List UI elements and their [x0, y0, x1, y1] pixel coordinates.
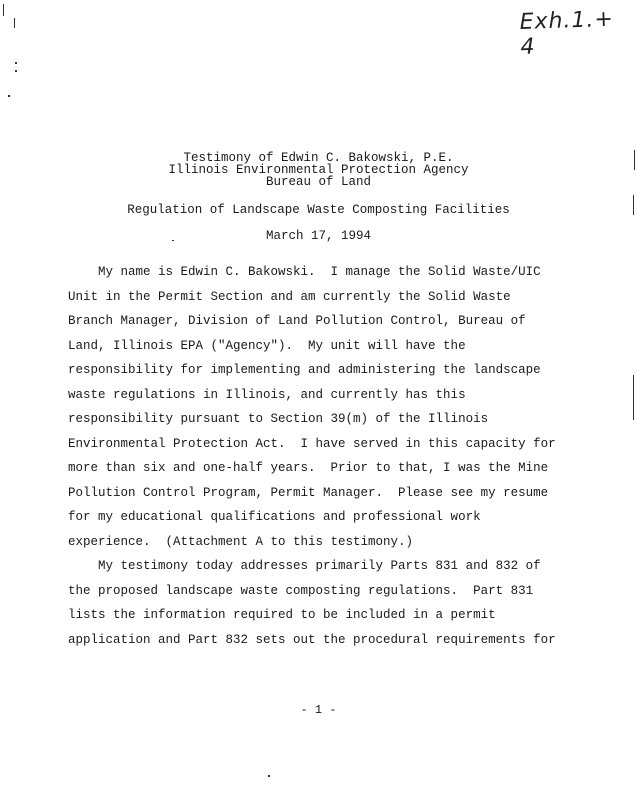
header-line-agency: Illinois Environmental Protection Agency: [168, 163, 469, 177]
body-line: waste regulations in Illinois, and currently has this: [68, 387, 466, 402]
body-line: Environmental Protection Act. I have served in this capacity for: [68, 436, 556, 451]
body-line: responsibility for implementing and administering the landscape: [68, 363, 541, 377]
body-line: My name is Edwin C. Bakowski. I manage the Solid Waste/UIC: [68, 265, 541, 279]
body-line: experience. (Attachment A to this testimony.): [68, 534, 414, 549]
page-number: - 1 -: [300, 703, 337, 717]
scan-mark: [8, 95, 10, 97]
scan-mark: [3, 4, 4, 16]
subject-line: Regulation of Landscape Waste Composting Facilities: [127, 203, 510, 217]
body-line: more than six and one-half years. Prior to that, I was the Mine: [68, 461, 549, 475]
testimony-body: [68, 260, 568, 652]
header-line-title: Testimony of Edwin C. Bakowski, P.E.: [183, 151, 454, 165]
body-line: Unit in the Permit Section and am currently the Solid Waste: [68, 289, 511, 304]
body-line: for my educational qualifications and professional work: [68, 510, 481, 524]
scan-mark: [15, 70, 17, 72]
scan-mark: [15, 62, 17, 64]
header-line-bureau: Bureau of Land: [265, 175, 372, 189]
scan-mark: [14, 18, 15, 28]
testimony-header: [0, 152, 637, 188]
scan-mark: [633, 375, 634, 420]
exhibit-label: Exh.1.+ 4: [519, 6, 615, 61]
body-line: responsibility pursuant to Section 39(m) of the Illinois: [68, 412, 489, 426]
body-line: lists the information required to be included in a permit: [68, 608, 496, 622]
scan-mark: [268, 775, 270, 777]
body-line: Land, Illinois EPA ("Agency"). My unit will have the: [68, 338, 466, 353]
date-line: March 17, 1994: [265, 229, 372, 243]
body-line: the proposed landscape waste composting regulations. Part 831: [68, 583, 534, 598]
body-line: application and Part 832 sets out the procedural requirements for: [68, 632, 556, 647]
body-line: My testimony today addresses primarily Parts 831 and 832 of: [68, 559, 541, 573]
body-line: Pollution Control Program, Permit Manager. Please see my resume: [68, 485, 549, 500]
body-line: Branch Manager, Division of Land Pollution Control, Bureau of: [68, 314, 526, 328]
